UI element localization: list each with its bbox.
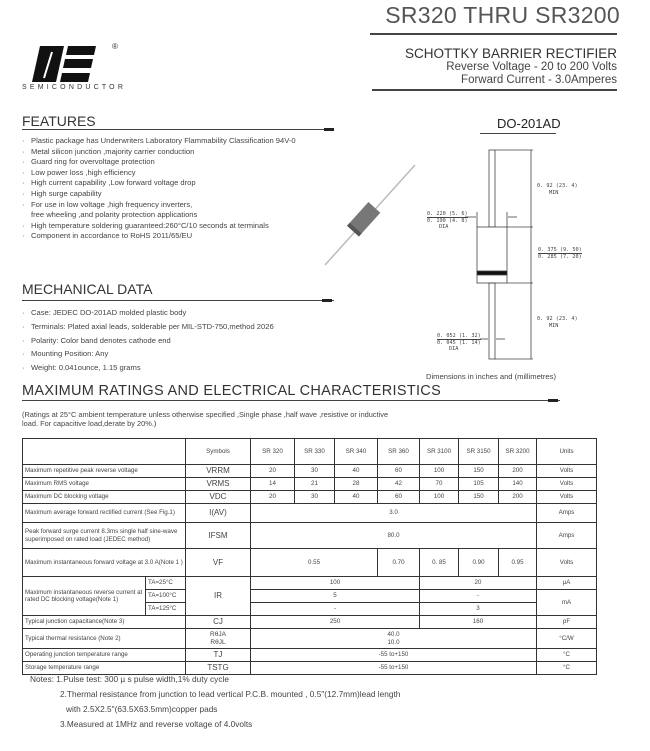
divider [370, 33, 617, 35]
table-cell: 30 [295, 465, 335, 478]
lead-dia-max: 0. 052 (1. 32) [437, 333, 481, 339]
list-item: · High surge capability [22, 188, 102, 198]
table-cell: 21 [295, 478, 335, 491]
table-cell: 28 [335, 478, 378, 491]
table-cell: °C [537, 649, 597, 662]
table-cell: 0.90 [459, 549, 499, 577]
table-cell: RθJA RθJL [186, 629, 251, 649]
table-cell: mA [537, 590, 597, 616]
min-label: MIN [549, 189, 559, 196]
table-cell: 100 [420, 465, 459, 478]
table-cell: 0.70 [378, 549, 420, 577]
table-cell: 0.55 [251, 549, 378, 577]
mechanical-heading: MECHANICAL DATA [22, 281, 153, 297]
dia-label: DIA [449, 346, 459, 352]
table-row [23, 465, 597, 478]
heading-bar [324, 128, 334, 131]
table-cell: TSTG [186, 662, 251, 675]
table-cell: 3 [420, 603, 537, 616]
lead-length-bottom: 0. 92 (23. 4) [537, 316, 578, 322]
table-cell: 80.0 [251, 523, 537, 549]
table-cell: Units [537, 439, 597, 465]
heading-bar [322, 299, 332, 302]
table-cell: Peak forward surge current 8.3ms single half sine-wave superimposed on rated load (JEDEC method) [23, 523, 186, 549]
table-cell: 250 [251, 616, 420, 629]
package-title: DO-201AD [497, 116, 561, 131]
table-cell: SR 3200 [499, 439, 537, 465]
table-cell: Amps [537, 523, 597, 549]
table-cell: TA=125°C [146, 603, 186, 616]
list-item: · Weight: 0.041ounce, 1.15 grams [22, 363, 141, 373]
table-cell: 42 [378, 478, 420, 491]
table-cell: Storage temperature range [23, 662, 186, 675]
table-cell: SR 360 [378, 439, 420, 465]
divider [22, 300, 334, 301]
lead-dia-min: 0. 045 (1. 14) [437, 339, 481, 346]
mechanical-list [22, 306, 274, 375]
table-cell: 60 [378, 465, 420, 478]
dimensions-note: Dimensions in inches and (millimetres) [426, 372, 556, 381]
body-dia-min: 0. 190 (4. 8) [427, 217, 468, 224]
table-cell: IFSM [186, 523, 251, 549]
forward-current: Forward Current - 3.0Amperes [461, 74, 617, 86]
divider [372, 89, 617, 91]
table-cell: 200 [499, 465, 537, 478]
table-cell: 3.0 [251, 504, 537, 523]
list-item: · Polarity: Color band denotes cathode end [22, 335, 171, 345]
table-cell: Typical junction capacitance(Note 3) [23, 616, 186, 629]
min-label: MIN [549, 322, 559, 329]
table-cell: 60 [378, 491, 420, 504]
table-cell: TA=25°C [146, 577, 186, 590]
table-row [23, 629, 597, 649]
ratings-conditions: (Ratings at 25°C ambient temperature unless otherwise specified ,Single phase ,half wave ,resistive or inductive load. For capacitive load,derate by 20%.) [22, 410, 389, 428]
lead-length-top: 0. 92 (23. 4) [537, 183, 578, 189]
table-cell: Symbols [186, 439, 251, 465]
table-cell: SR 3150 [459, 439, 499, 465]
list-item: · For use in low voltage ,high frequency inverters, [22, 199, 193, 209]
dia-label: DIA [439, 224, 449, 230]
table-cell: 20 [420, 577, 537, 590]
table-cell: SR 320 [251, 439, 295, 465]
subtitle: SCHOTTKY BARRIER RECTIFIER [404, 46, 617, 61]
list-item: · Guard ring for overvoltage protection [22, 157, 155, 167]
table-cell: 0. 85 [420, 549, 459, 577]
table-cell: 5 [251, 590, 420, 603]
features-list [22, 136, 296, 242]
table-cell: SR 330 [295, 439, 335, 465]
table-row [23, 616, 597, 629]
list-item: · Mounting Position: Any [22, 349, 109, 359]
table-cell: - [420, 590, 537, 603]
company-name: SEMICONDUCTOR [22, 84, 127, 91]
table-cell: 100 [420, 491, 459, 504]
table-cell: Volts [537, 549, 597, 577]
list-item: · High temperature soldering guaranteed:260°C/10 seconds at terminals [22, 220, 269, 230]
registered-mark: ® [112, 42, 118, 51]
body-dia-max: 0. 220 (5. 6) [427, 211, 468, 217]
list-item: · Plastic package has Underwriters Laboratory Flammability Classification 94V-0 [22, 136, 296, 145]
body-length-max: 0. 375 (9. 50) [538, 247, 582, 253]
table-header-row [23, 439, 597, 465]
body-length-min: 0. 285 (7. 20) [538, 253, 582, 260]
note-2: 2.Thermal resistance from junction to lead vertical P.C.B. mounted , 0.5"(12.7mm)lead length [60, 689, 401, 699]
list-item: · Metal silicon junction ,majority carrier conduction [22, 146, 195, 156]
table-cell: VRMS [186, 478, 251, 491]
table-cell: I(AV) [186, 504, 251, 523]
table-cell: SR 340 [335, 439, 378, 465]
table-cell: 100 [251, 577, 420, 590]
table-cell: 150 [459, 491, 499, 504]
table-cell: -55 to+150 [251, 649, 537, 662]
table-cell: Volts [537, 491, 597, 504]
list-item: · Low power loss ,high efficiency [22, 167, 136, 177]
table-cell: TA=100°C [146, 590, 186, 603]
table-cell: VF [186, 549, 251, 577]
heading-bar [548, 399, 558, 402]
table-row [23, 491, 597, 504]
table-cell: 160 [420, 616, 537, 629]
table-cell: 20 [251, 491, 295, 504]
table-cell: 20 [251, 465, 295, 478]
table-cell: IR [186, 577, 251, 616]
list-item: · Component in accordance to RoHS 2011/65/EU [22, 231, 193, 241]
company-logo [30, 46, 100, 82]
divider [22, 400, 560, 401]
table-row [23, 478, 597, 491]
page-title: SR320 THRU SR3200 [385, 2, 620, 28]
table-row [23, 649, 597, 662]
table-cell: CJ [186, 616, 251, 629]
table-cell: Volts [537, 478, 597, 491]
table-cell: 14 [251, 478, 295, 491]
table-cell: SR 3100 [420, 439, 459, 465]
table-cell: Typical thermal resistance (Note 2) [23, 629, 186, 649]
features-heading: FEATURES [22, 113, 96, 129]
table-cell: -55 to+150 [251, 662, 537, 675]
table-row [23, 549, 597, 577]
table-cell: Maximum repetitive peak reverse voltage [23, 465, 186, 478]
table-cell: Maximum instantaneous forward voltage at 3.0 A(Note 1 ) [23, 549, 186, 577]
table-cell: VDC [186, 491, 251, 504]
table-cell: Maximum DC blocking voltage [23, 491, 186, 504]
table-cell: 40.0 10.0 [251, 629, 537, 649]
table-cell: °C [537, 662, 597, 675]
ratings-heading: MAXIMUM RATINGS AND ELECTRICAL CHARACTERISTICS [22, 383, 442, 399]
table-cell: 140 [499, 478, 537, 491]
table-row [23, 577, 597, 590]
note-1: Notes: 1.Pulse test: 300 µ s pulse width,1% duty cycle [30, 674, 229, 684]
table-cell: Maximum instantaneous reverse current at rated DC blocking voltage(Note 1) [23, 577, 146, 616]
table-cell: 150 [459, 465, 499, 478]
table-cell: 40 [335, 491, 378, 504]
table-cell: Maximum RMS voltage [23, 478, 186, 491]
note-2-cont: with 2.5X2.5"(63.5X63.5mm)copper pads [66, 704, 218, 714]
table-cell: 40 [335, 465, 378, 478]
table-cell [23, 439, 186, 465]
table-cell: - [251, 603, 420, 616]
table-cell: 200 [499, 491, 537, 504]
list-item: · Case: JEDEC DO-201AD molded plastic body [22, 308, 187, 317]
table-cell: 105 [459, 478, 499, 491]
ratings-table [22, 438, 597, 675]
table-cell: VRRM [186, 465, 251, 478]
list-item: · High current capability ,Low forward voltage drop [22, 178, 196, 188]
list-item: · Terminals: Plated axial leads, solderable per MIL-STD-750,method 2026 [22, 321, 274, 331]
table-cell: Maximum average forward rectified current (See Fig.1) [23, 504, 186, 523]
table-cell: °C/W [537, 629, 597, 649]
table-row [23, 504, 597, 523]
note-3: 3.Measured at 1MHz and reverse voltage of 4.0volts [60, 719, 253, 729]
table-cell: 30 [295, 491, 335, 504]
notes [30, 672, 400, 732]
divider [22, 129, 334, 130]
list-item: free wheeling ,and polarity protection applications [31, 210, 198, 220]
reverse-voltage: Reverse Voltage - 20 to 200 Volts [446, 61, 617, 73]
table-cell: pF [537, 616, 597, 629]
table-cell: TJ [186, 649, 251, 662]
table-cell: 0.95 [499, 549, 537, 577]
table-cell: µA [537, 577, 597, 590]
table-cell: Volts [537, 465, 597, 478]
table-cell: Operating junction temperature range [23, 649, 186, 662]
table-cell: 70 [420, 478, 459, 491]
table-cell: Amps [537, 504, 597, 523]
table-row [23, 523, 597, 549]
